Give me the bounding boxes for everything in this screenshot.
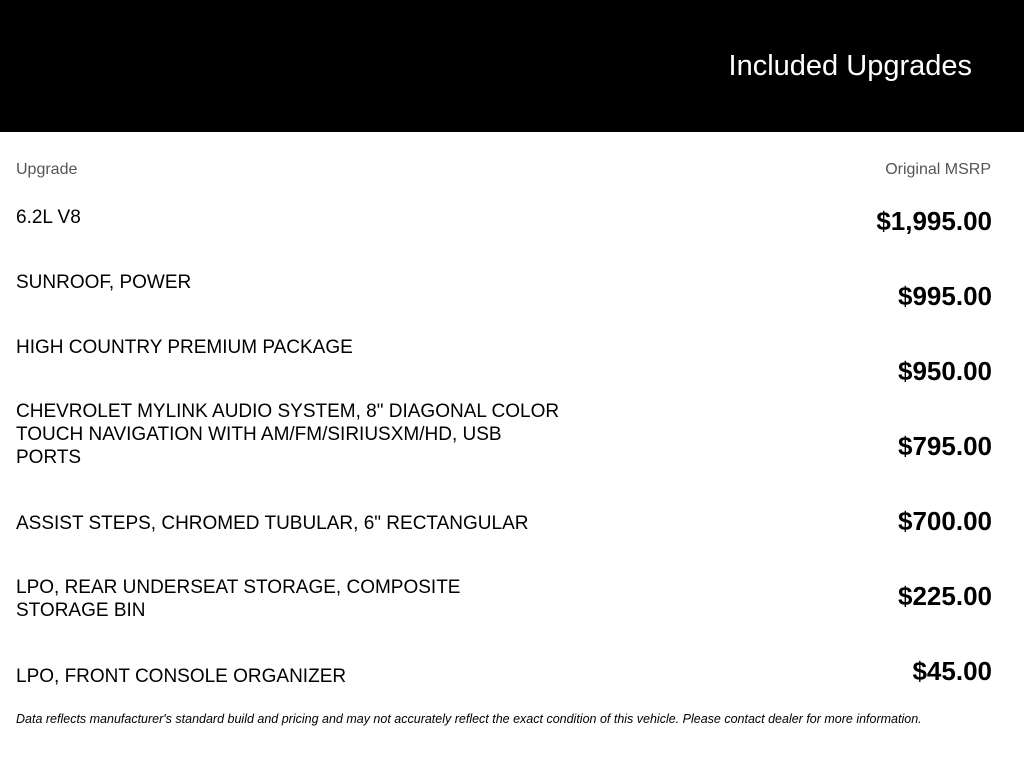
- disclaimer-footnote: Data reflects manufacturer's standard build and pricing and may not accurately reflect the exact condition of this vehicle. Please contact dealer for more information.: [16, 712, 922, 726]
- upgrade-name: SUNROOF, POWER: [16, 272, 192, 293]
- upgrade-price: $1,995.00: [876, 206, 992, 236]
- upgrade-price: $795.00: [898, 431, 992, 461]
- upgrade-name: LPO, FRONT CONSOLE ORGANIZER: [16, 666, 347, 687]
- upgrade-price: $225.00: [898, 581, 992, 611]
- upgrade-name: CHEVROLET MYLINK AUDIO SYSTEM, 8" DIAGONAL COLOR TOUCH NAVIGATION WITH AM/FM/SIRIUSXM/HD, USB PORTS: [16, 401, 560, 468]
- upgrade-price: $700.00: [898, 506, 992, 536]
- upgrade-price: $950.00: [898, 356, 992, 386]
- column-header-upgrade: Upgrade: [16, 161, 78, 178]
- upgrade-price: $45.00: [912, 656, 992, 686]
- column-header-msrp: Original MSRP: [885, 161, 991, 178]
- upgrade-name: 6.2L V8: [16, 207, 81, 228]
- upgrade-name: ASSIST STEPS, CHROMED TUBULAR, 6" RECTANGULAR: [16, 513, 529, 534]
- upgrade-name: HIGH COUNTRY PREMIUM PACKAGE: [16, 337, 353, 358]
- page-title: Included Upgrades: [728, 50, 972, 82]
- header-bar: [0, 0, 1024, 132]
- upgrade-price: $995.00: [898, 281, 992, 311]
- upgrade-name: LPO, REAR UNDERSEAT STORAGE, COMPOSITE STORAGE BIN: [16, 577, 461, 621]
